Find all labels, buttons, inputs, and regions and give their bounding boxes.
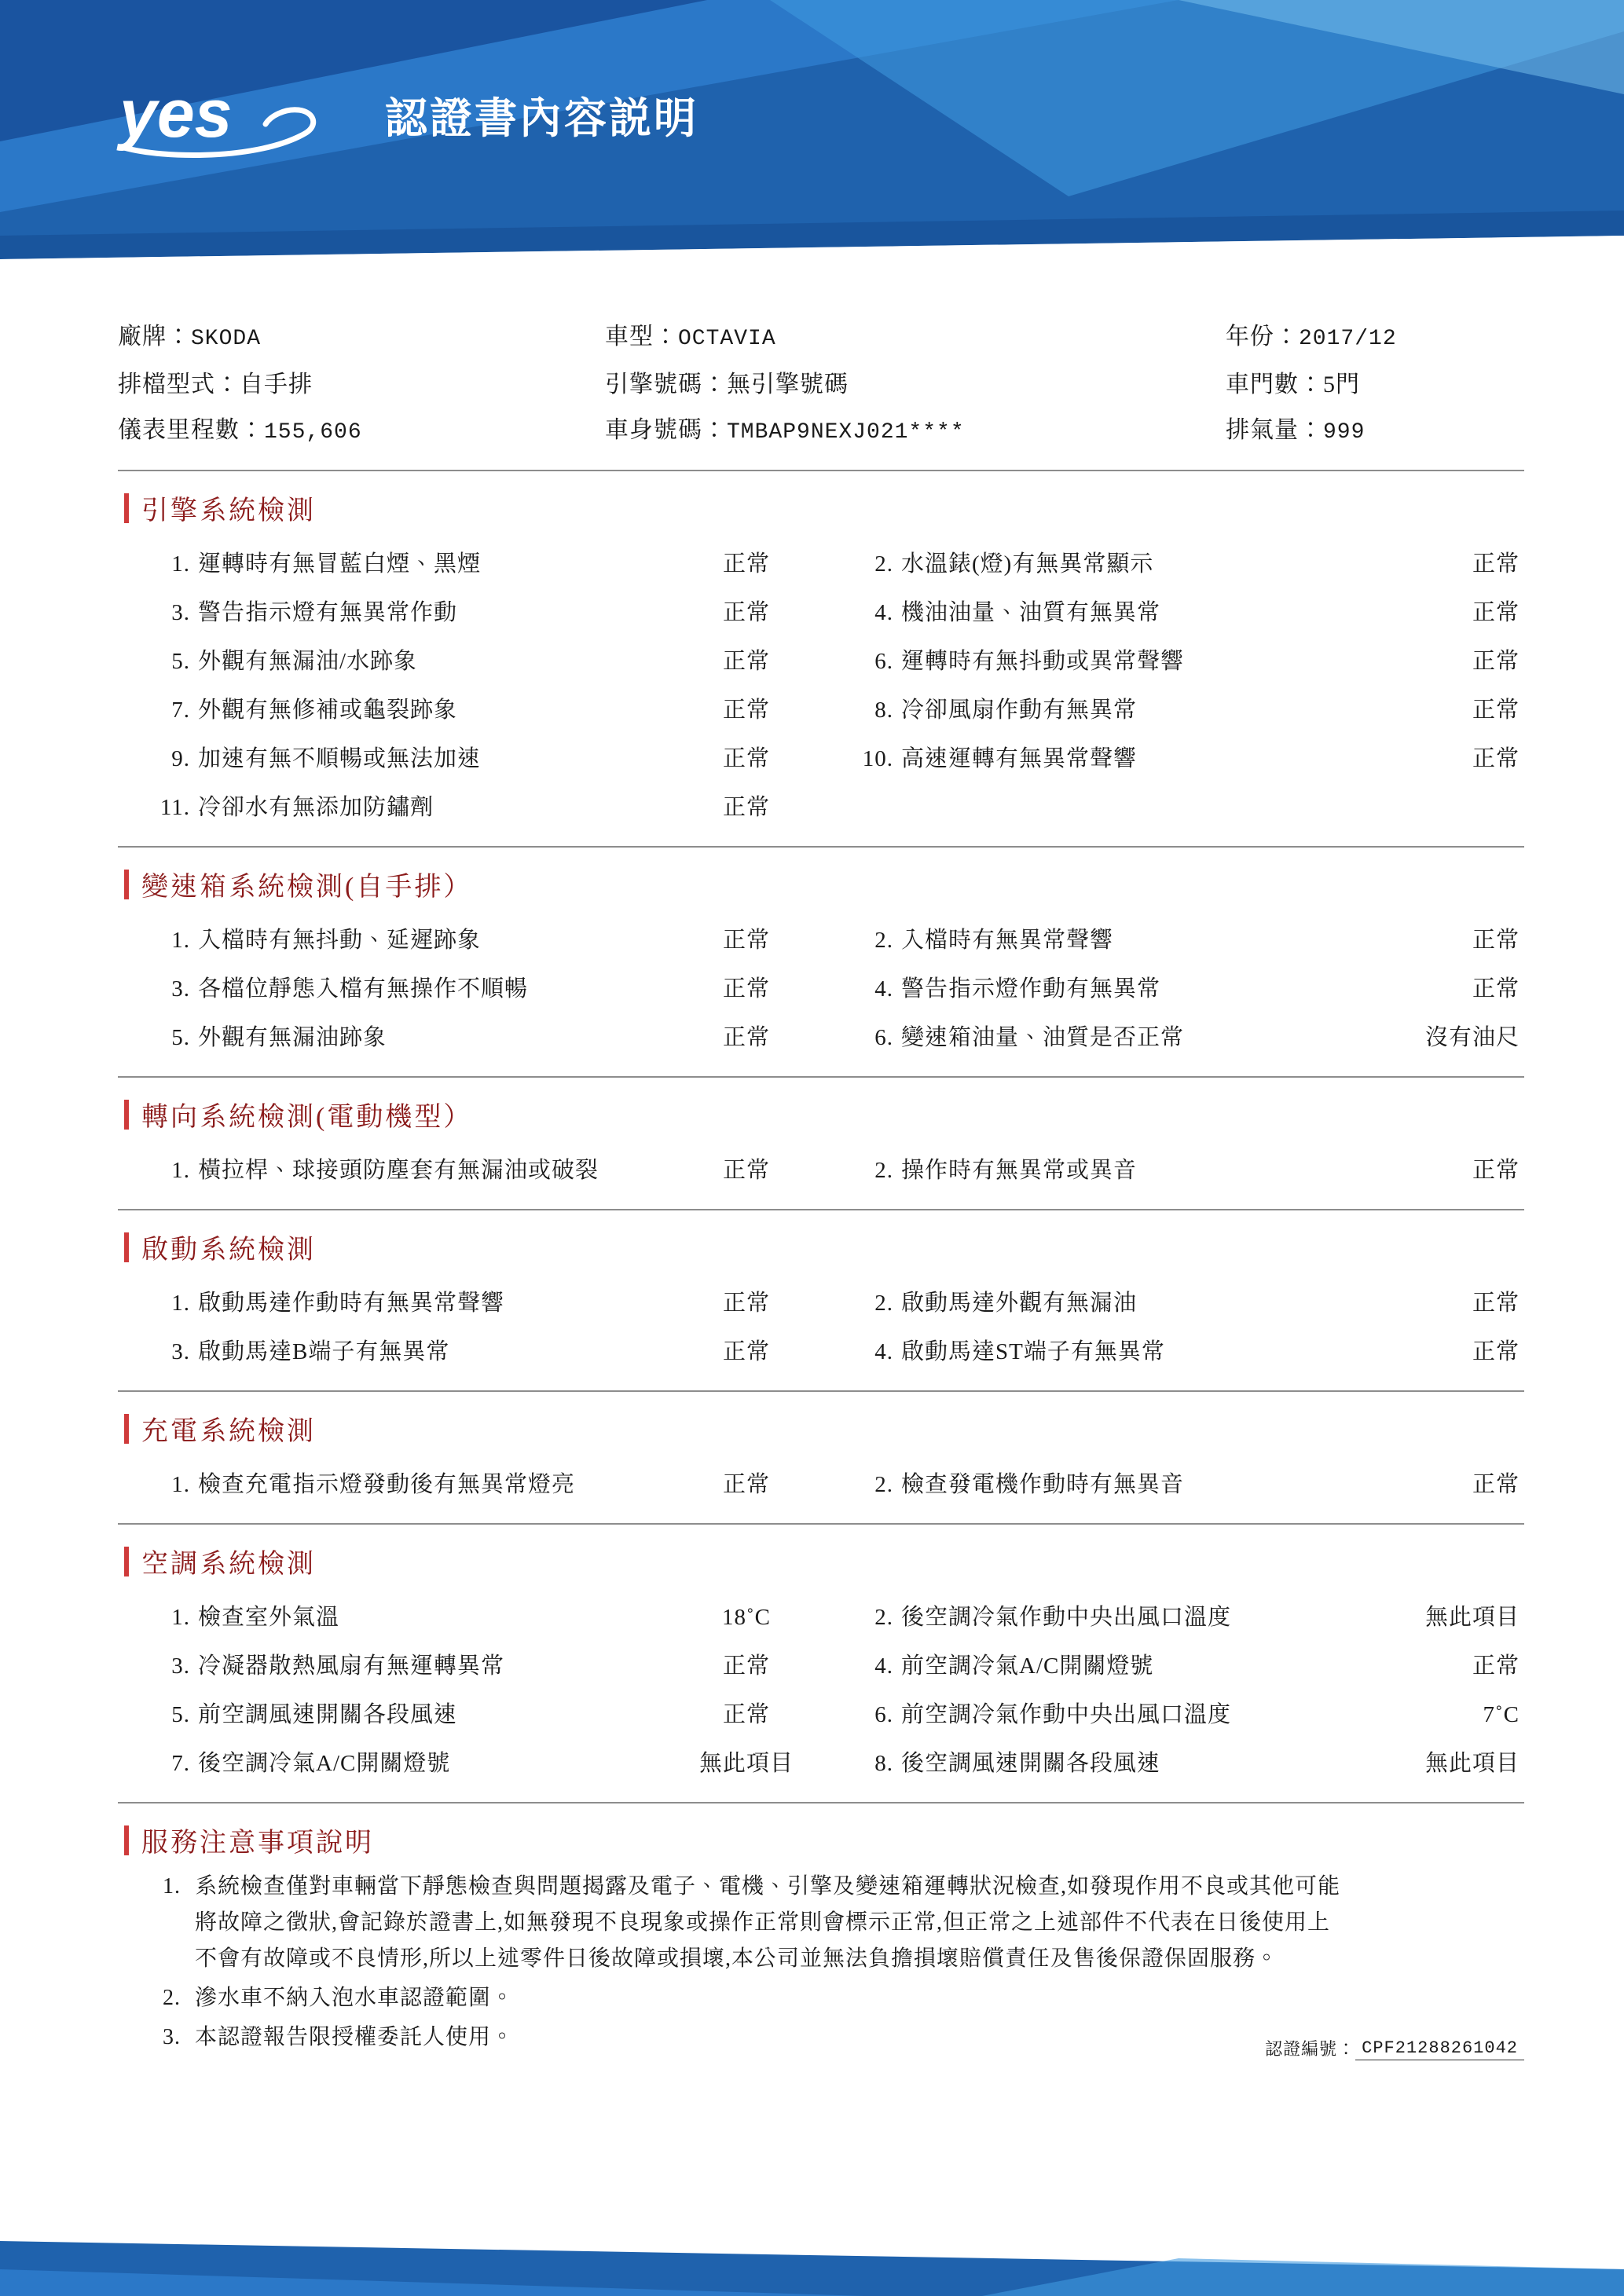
note-item	[118, 1980, 1524, 2016]
inspection-item	[118, 734, 821, 783]
field-model	[605, 314, 1226, 362]
note-line: 將故障之徵狀,會記錄於證書上,如無發現不良現象或操作正常則會標示正常,但正常之上述部件不代表在日後使用上	[195, 1910, 1331, 1935]
item-result: 正常	[722, 551, 770, 577]
vehicle-info-row	[118, 408, 1524, 456]
item-label: 檢查發電機作動時有無異音	[901, 1472, 1185, 1497]
inspection-row	[118, 783, 1524, 832]
inspection-item	[118, 965, 821, 1013]
item-index: 5.	[171, 1025, 190, 1050]
item-label: 冷卻風扇作動有無異常	[901, 698, 1138, 723]
section-items	[118, 536, 1524, 848]
field-engine-number	[605, 362, 1226, 408]
item-label: 啟動馬達B端子有無異常	[198, 1339, 450, 1364]
item-index: 1.	[171, 551, 190, 577]
item-result: 無此項目	[1424, 1751, 1520, 1776]
inspection-item	[118, 916, 821, 965]
item-index: 4.	[874, 600, 893, 625]
item-label: 橫拉桿、球接頭防塵套有無漏油或破裂	[198, 1158, 599, 1183]
item-index: 7.	[171, 1751, 190, 1776]
item-index: 5.	[171, 649, 190, 674]
inspection-item	[821, 1013, 1524, 1062]
section-items	[118, 1457, 1524, 1525]
item-result: 18˚C	[722, 1605, 771, 1630]
inspection-item	[821, 965, 1524, 1013]
vehicle-info	[118, 314, 1524, 471]
item-label: 入檔時有無異常聲響	[901, 928, 1114, 953]
document-body	[0, 298, 1624, 2059]
field-mileage-value: 155,606	[264, 420, 362, 445]
section-header	[118, 471, 1524, 536]
vehicle-info-row	[118, 362, 1524, 408]
item-index: 4.	[874, 976, 893, 1002]
item-label: 啟動馬達外觀有無漏油	[901, 1291, 1138, 1316]
inspection-item	[821, 1593, 1524, 1642]
note-line: 滲水車不納入泡水車認證範圍。	[195, 1986, 515, 2010]
item-label: 高速運轉有無異常聲響	[901, 746, 1138, 771]
field-engine-number-label: 引擎號碼：	[605, 372, 727, 397]
inspection-row	[118, 965, 1524, 1013]
notes-section-title: 服務注意事項說明	[141, 1829, 374, 1858]
inspection-item	[118, 637, 821, 686]
item-label: 前空調冷氣A/C開關燈號	[901, 1653, 1154, 1679]
certificate-number-value: CPF21288261042	[1355, 2038, 1524, 2060]
note-text	[195, 1980, 1524, 2016]
item-result: 7˚C	[1483, 1702, 1520, 1727]
field-model-label: 車型：	[605, 324, 678, 350]
notes-list-wrap	[118, 1869, 1524, 2059]
item-label: 運轉時有無抖動或異常聲響	[901, 649, 1185, 674]
field-doors	[1226, 362, 1524, 408]
inspection-item	[821, 1327, 1524, 1376]
field-doors-label: 車門數：	[1226, 372, 1323, 397]
inspection-item	[118, 540, 821, 588]
item-index: 3.	[171, 600, 190, 625]
section-items	[118, 1590, 1524, 1803]
item-label: 各檔位靜態入檔有無操作不順暢	[198, 976, 529, 1002]
field-model-value: OCTAVIA	[678, 327, 776, 351]
item-result: 正常	[722, 698, 770, 723]
item-result: 正常	[722, 746, 770, 771]
section-title: 充電系統檢測	[141, 1417, 316, 1446]
section-title: 空調系統檢測	[141, 1550, 316, 1579]
item-result: 正常	[1472, 746, 1520, 771]
inspection-item	[821, 588, 1524, 637]
note-line: 不會有故障或不良情形,所以上述零件日後故障或損壞,本公司並無法負擔損壞賠償責任及售後保證保固服務。	[195, 1946, 1279, 1971]
page-footer	[0, 2194, 1624, 2296]
page-header	[0, 0, 1624, 298]
inspection-item	[118, 588, 821, 637]
note-item	[118, 1869, 1524, 1977]
item-result: 正常	[1472, 1472, 1520, 1497]
inspection-item	[821, 1642, 1524, 1690]
field-year	[1226, 314, 1524, 362]
item-index: 8.	[874, 698, 893, 723]
item-result: 正常	[1472, 976, 1520, 1002]
item-result: 無此項目	[698, 1751, 794, 1776]
yes-logo	[116, 75, 376, 162]
inspection-item	[821, 1739, 1524, 1788]
section-header	[118, 1210, 1524, 1276]
inspection-item	[118, 1593, 821, 1642]
inspection-section	[118, 1210, 1524, 1392]
inspection-item	[821, 1460, 1524, 1509]
inspection-section	[118, 1392, 1524, 1525]
item-label: 運轉時有無冒藍白煙、黑煙	[198, 551, 482, 577]
inspection-row	[118, 1013, 1524, 1062]
section-accent-bar	[124, 1825, 129, 1855]
item-result: 正常	[722, 600, 770, 625]
notes-list	[118, 1869, 1524, 2056]
item-label: 加速有無不順暢或無法加速	[198, 746, 482, 771]
item-label: 啟動馬達ST端子有無異常	[901, 1339, 1165, 1364]
inspection-row	[118, 734, 1524, 783]
inspection-item	[118, 783, 821, 832]
item-index: 6.	[874, 649, 893, 674]
item-result: 正常	[1472, 649, 1520, 674]
section-header	[118, 1078, 1524, 1143]
section-title: 啟動系統檢測	[141, 1236, 316, 1265]
item-label: 警告指示燈有無異常作動	[198, 600, 458, 625]
field-vin-value: TMBAP9NEXJ021****	[727, 420, 965, 445]
item-index: 6.	[874, 1025, 893, 1050]
item-result: 正常	[722, 1291, 770, 1316]
inspection-item	[118, 1279, 821, 1327]
inspection-item	[118, 1460, 821, 1509]
svg-text:yes: yes	[119, 76, 233, 152]
inspection-row	[118, 1739, 1524, 1788]
field-displacement	[1226, 408, 1524, 456]
field-transmission-label: 排檔型式：	[118, 372, 240, 397]
item-index: 1.	[171, 1158, 190, 1183]
item-label: 外觀有無修補或龜裂跡象	[198, 698, 458, 723]
inspection-item	[118, 1327, 821, 1376]
item-result: 正常	[1472, 1653, 1520, 1679]
note-index: 1.	[163, 1874, 181, 1899]
item-result: 正常	[722, 1472, 770, 1497]
inspection-row	[118, 916, 1524, 965]
page-title: 認證書內容説明	[385, 95, 698, 142]
inspection-item	[821, 916, 1524, 965]
inspection-row	[118, 1642, 1524, 1690]
vehicle-info-row	[118, 314, 1524, 362]
inspection-row	[118, 1690, 1524, 1739]
item-result: 正常	[722, 1702, 770, 1727]
item-label: 變速箱油量、油質是否正常	[901, 1025, 1185, 1050]
certificate-number-block	[1265, 2036, 1524, 2060]
item-label: 外觀有無漏油/水跡象	[198, 649, 418, 674]
inspection-item	[821, 686, 1524, 734]
item-index: 10.	[862, 746, 893, 771]
item-index: 1.	[171, 1472, 190, 1497]
inspection-row	[118, 637, 1524, 686]
item-label: 後空調冷氣A/C開關燈號	[198, 1751, 451, 1776]
inspection-sections	[0, 471, 1624, 1803]
item-label: 機油油量、油質有無異常	[901, 600, 1161, 625]
item-label: 外觀有無漏油跡象	[198, 1025, 387, 1050]
note-line: 系統檢查僅對車輛當下靜態檢查與問題揭露及電子、電機、引擎及變速箱運轉狀況檢查,如發現作用不良或其他可能	[195, 1874, 1341, 1899]
item-index: 4.	[874, 1339, 893, 1364]
inspection-row	[118, 1146, 1524, 1195]
item-result: 正常	[1472, 698, 1520, 723]
section-header	[118, 1392, 1524, 1457]
item-label: 警告指示燈作動有無異常	[901, 976, 1161, 1002]
item-index: 8.	[874, 1751, 893, 1776]
inspection-item	[821, 1279, 1524, 1327]
item-index: 3.	[171, 1339, 190, 1364]
field-vin-label: 車身號碼：	[605, 417, 727, 443]
section-accent-bar	[124, 1100, 129, 1130]
field-year-value: 2017/12	[1299, 327, 1397, 351]
inspection-section	[118, 471, 1524, 848]
item-label: 冷卻水有無添加防鏽劑	[198, 795, 434, 820]
item-label: 後空調冷氣作動中央出風口溫度	[901, 1605, 1232, 1630]
item-index: 2.	[874, 928, 893, 953]
section-items	[118, 1143, 1524, 1210]
item-index: 2.	[874, 1158, 893, 1183]
item-result: 正常	[722, 976, 770, 1002]
inspection-item	[118, 1642, 821, 1690]
item-index: 5.	[171, 1702, 190, 1727]
item-result: 無此項目	[1424, 1605, 1520, 1630]
section-accent-bar	[124, 1547, 129, 1576]
item-label: 檢查室外氣溫	[198, 1605, 340, 1630]
section-title: 轉向系統檢測(電動機型）	[141, 1103, 473, 1132]
section-header	[118, 1525, 1524, 1590]
item-label: 後空調風速開關各段風速	[901, 1751, 1161, 1776]
item-result: 正常	[1472, 551, 1520, 577]
item-result: 正常	[722, 1339, 770, 1364]
item-index: 2.	[874, 1291, 893, 1316]
field-vin	[605, 408, 1226, 456]
item-index: 7.	[171, 698, 190, 723]
field-displacement-value: 999	[1323, 420, 1366, 445]
section-title: 引擎系統檢測	[141, 496, 316, 525]
item-result: 正常	[1472, 928, 1520, 953]
field-engine-number-value: 無引擎號碼	[727, 372, 849, 397]
inspection-row	[118, 686, 1524, 734]
item-result: 正常	[1472, 1158, 1520, 1183]
inspection-item	[821, 1690, 1524, 1739]
inspection-row	[118, 1279, 1524, 1327]
footer-background	[0, 2194, 1624, 2296]
inspection-item	[821, 637, 1524, 686]
item-index: 2.	[874, 1605, 893, 1630]
item-label: 前空調冷氣作動中央出風口溫度	[901, 1702, 1232, 1727]
inspection-row	[118, 1593, 1524, 1642]
item-result: 正常	[722, 1025, 770, 1050]
item-label: 啟動馬達作動時有無異常聲響	[198, 1291, 505, 1316]
notes-section	[118, 1803, 1524, 1869]
inspection-row	[118, 1460, 1524, 1509]
item-index: 2.	[874, 551, 893, 577]
field-brand-label: 廠牌：	[118, 324, 191, 350]
inspection-item	[821, 783, 1524, 832]
inspection-section	[118, 1525, 1524, 1803]
inspection-item	[118, 686, 821, 734]
inspection-section	[118, 1078, 1524, 1210]
item-result: 正常	[1472, 1339, 1520, 1364]
inspection-item	[821, 540, 1524, 588]
item-result: 正常	[722, 928, 770, 953]
item-index: 1.	[171, 1291, 190, 1316]
item-label: 前空調風速開關各段風速	[198, 1702, 458, 1727]
section-accent-bar	[124, 870, 129, 899]
field-brand	[118, 314, 605, 362]
item-label: 冷凝器散熱風扇有無運轉異常	[198, 1653, 505, 1679]
note-text	[195, 1869, 1524, 1977]
item-index: 4.	[874, 1653, 893, 1679]
item-index: 3.	[171, 1653, 190, 1679]
inspection-item	[821, 1146, 1524, 1195]
item-index: 3.	[171, 976, 190, 1002]
inspection-item	[118, 1013, 821, 1062]
item-index: 1.	[171, 928, 190, 953]
item-result: 正常	[1472, 1291, 1520, 1316]
item-index: 11.	[159, 795, 190, 820]
field-year-label: 年份：	[1226, 324, 1299, 350]
note-line: 本認證報告限授權委託人使用。	[195, 2025, 515, 2049]
item-index: 2.	[874, 1472, 893, 1497]
certificate-number-label: 認證編號：	[1265, 2039, 1356, 2059]
section-accent-bar	[124, 1232, 129, 1262]
section-accent-bar	[124, 1414, 129, 1444]
item-result: 正常	[722, 649, 770, 674]
inspection-row	[118, 588, 1524, 637]
section-accent-bar	[124, 493, 129, 523]
item-label: 水溫錶(燈)有無異常顯示	[901, 551, 1154, 577]
field-transmission-value: 自手排	[240, 372, 313, 397]
item-label: 操作時有無異常或異音	[901, 1158, 1138, 1183]
inspection-item	[118, 1146, 821, 1195]
inspection-item	[821, 734, 1524, 783]
inspection-row	[118, 540, 1524, 588]
field-brand-value: SKODA	[191, 327, 262, 351]
inspection-item	[118, 1690, 821, 1739]
section-items	[118, 913, 1524, 1078]
inspection-item	[118, 1739, 821, 1788]
item-result: 正常	[722, 795, 770, 820]
field-mileage-label: 儀表里程數：	[118, 417, 264, 443]
item-result: 沒有油尺	[1424, 1025, 1520, 1050]
item-index: 9.	[171, 746, 190, 771]
field-mileage	[118, 408, 605, 456]
inspection-section	[118, 848, 1524, 1078]
notes-section-header	[118, 1803, 1524, 1869]
section-items	[118, 1276, 1524, 1392]
item-result: 正常	[722, 1158, 770, 1183]
note-index: 2.	[163, 1986, 181, 2010]
section-title: 變速箱系統檢測(自手排）	[141, 873, 473, 902]
item-label: 入檔時有無抖動、延遲跡象	[198, 928, 482, 953]
inspection-row	[118, 1327, 1524, 1376]
note-index: 3.	[163, 2025, 181, 2049]
field-displacement-label: 排氣量：	[1226, 417, 1323, 443]
field-transmission	[118, 362, 605, 408]
item-label: 檢查充電指示燈發動後有無異常燈亮	[198, 1472, 576, 1497]
item-result: 正常	[1472, 600, 1520, 625]
section-header	[118, 848, 1524, 913]
field-doors-value: 5門	[1323, 372, 1360, 397]
item-index: 6.	[874, 1702, 893, 1727]
item-index: 1.	[171, 1605, 190, 1630]
item-result: 正常	[722, 1653, 770, 1679]
